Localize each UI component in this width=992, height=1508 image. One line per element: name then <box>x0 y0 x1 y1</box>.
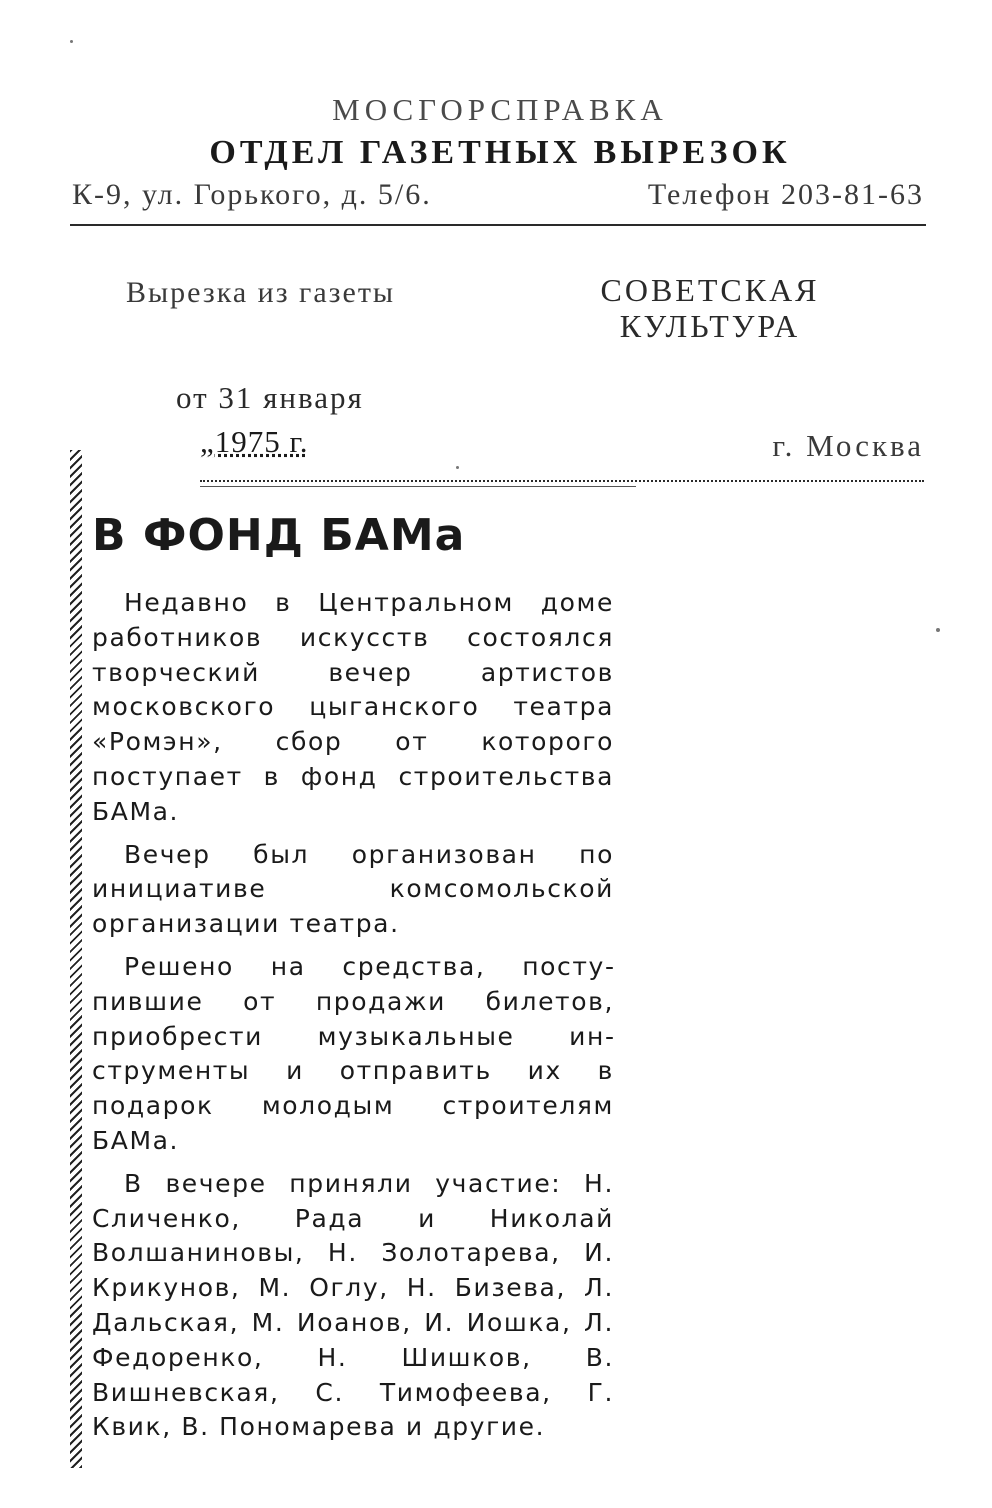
header-divider <box>70 224 926 226</box>
article <box>92 508 614 1453</box>
article-paragraph: Недавно в Центральном доме работников искусств состоялся творческий вечер артистов московского цыганского театра «Ромэн», сбор от которого поступает в фонд строительства БАМа. <box>92 588 614 826</box>
phone-number: Телефон 203-81-63 <box>647 178 924 211</box>
article-headline: В ФОНД БАМа <box>92 510 466 561</box>
clipping-date: от 31 января <box>176 380 364 415</box>
article-paragraph: В вечере приняли участие: Н. Сличенко, Рада и Николай Волшаниновы, Н. Золотарева, И. Крикунов, М. Оглу, Н. Бизева, Л. Дальская, М. Иоанов, И. Иошка, Л. Федоренко, Н. Шишков, В. Вишневская, С. Тимофеева, Г. Квик, В. Пономарева и другие. <box>92 1168 614 1442</box>
date-divider-underline <box>200 486 636 487</box>
newspaper-name: СОВЕТСКАЯ КУЛЬТУРА <box>600 272 820 344</box>
article-paragraph: Решено на средства, поступившие от продажи билетов, приобрести музыкальные инструменты и отправить их в подарок молодым строителям БАМа. <box>92 951 614 1155</box>
address-line <box>72 178 924 220</box>
date-divider <box>200 480 924 482</box>
clipping-year: „1975 г. <box>200 424 309 459</box>
scan-speck <box>936 628 940 632</box>
article-paragraph: Вечер был организован по инициативе комсомольской организации театра. <box>92 839 614 939</box>
clipping-label: Вырезка из газеты <box>126 276 396 309</box>
scissor-cut-edge <box>70 450 82 1468</box>
clipping-city: г. Москва <box>772 428 924 463</box>
scan-speck <box>456 466 459 469</box>
address: К-9, ул. Горького, д. 5/6. <box>72 178 432 211</box>
scan-speck <box>70 40 73 43</box>
department-title: ОТДЕЛ ГАЗЕТНЫХ ВЫРЕЗОК <box>209 134 791 171</box>
agency-name: МОСГОРСПРАВКА <box>332 92 668 127</box>
